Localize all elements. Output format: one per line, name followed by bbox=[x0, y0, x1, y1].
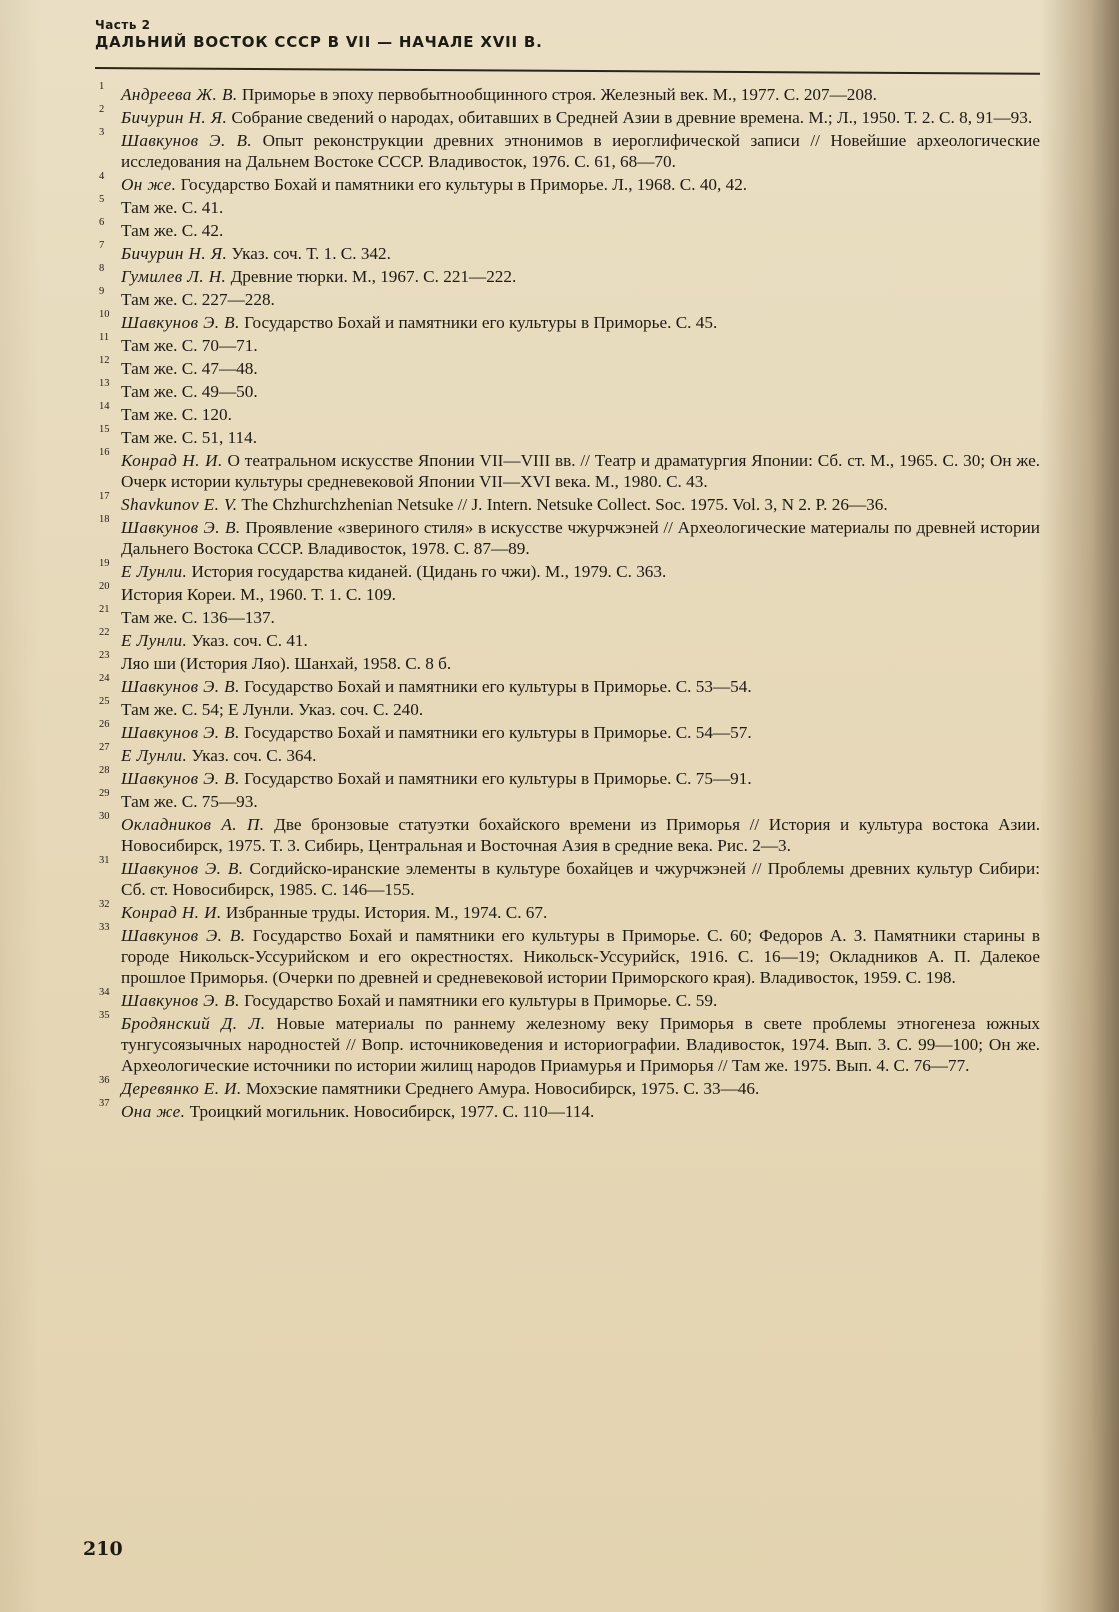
footnote-author: Е Лунли. bbox=[121, 746, 188, 765]
footnote-number: 31 bbox=[99, 855, 110, 866]
footnote-author: Конрад Н. И. bbox=[121, 903, 222, 922]
footnote-number: 5 bbox=[99, 194, 105, 205]
footnote-text: История государства киданей. (Цидань го чжи). М., 1979. С. 363. bbox=[191, 562, 667, 581]
footnote-text: Проявление «звериного стиля» в искусстве чжурчжэней // Археологические материалы по древней истории Дальнего Востока СССР. Владивосток, 1978. С. 87—89. bbox=[121, 518, 1040, 558]
footnote-28 bbox=[95, 765, 1040, 789]
footnote-25 bbox=[95, 696, 1040, 720]
footnote-text: Новые материалы по раннему железному веку Приморья в свете проблемы этногенеза южных тунгусоязычных народностей // Вопр. источниковедения и историографии. Владивосток, 1974. Вып. 3. С. 99—100; Он же. Археологические источники по истории жилищ народов Приамурья и Приморья // Там же. 1975. Вып. 4. С. 76—77. bbox=[121, 1014, 1041, 1075]
footnote-author: Е Лунли. bbox=[121, 562, 188, 581]
footnote-author: Бродянский Д. Л. bbox=[121, 1014, 266, 1033]
footnote-number: 14 bbox=[99, 401, 110, 412]
footnote-35 bbox=[95, 1010, 1041, 1076]
footnote-5 bbox=[95, 194, 1040, 218]
footnote-37 bbox=[95, 1098, 1040, 1122]
footnote-27 bbox=[95, 742, 1040, 766]
footnote-number: 20 bbox=[99, 581, 110, 592]
footnote-text: О театральном искусстве Японии VII—VIII вв. // Театр и драматургия Японии: Сб. ст. М., 1965. С. 30; Он же. Очерк истории культуры средневековой Японии VII—XVI века. М., 1980. С. 43. bbox=[121, 451, 1041, 491]
footnote-text: Древние тюрки. М., 1967. С. 221—222. bbox=[230, 267, 517, 286]
footnote-number: 34 bbox=[99, 987, 110, 998]
footnote-number: 26 bbox=[99, 719, 110, 730]
footnote-text: Троицкий могильник. Новосибирск, 1977. С. 110—114. bbox=[189, 1102, 595, 1121]
footnote-number: 12 bbox=[99, 355, 110, 366]
footnote-text: Согдийско-иранские элементы в культуре бохайцев и чжурчжэней // Проблемы древних культур Сибири: Сб. ст. Новосибирск, 1985. С. 146—155. bbox=[121, 859, 1041, 899]
footnote-text: История Кореи. М., 1960. Т. 1. С. 109. bbox=[121, 585, 396, 604]
footnote-number: 36 bbox=[99, 1075, 110, 1086]
footnote-text: Указ. соч. Т. 1. С. 342. bbox=[231, 244, 391, 263]
footnote-text: Государство Бохай и памятники его культуры в Приморье. С. 45. bbox=[244, 313, 718, 332]
footnote-number: 21 bbox=[99, 604, 110, 615]
footnote-number: 11 bbox=[99, 332, 110, 343]
footnote-15 bbox=[95, 424, 1040, 448]
footnote-author: Shavkunov E. V. bbox=[121, 495, 238, 514]
footnote-author: Шавкунов Э. В. bbox=[121, 859, 244, 878]
footnote-number: 27 bbox=[99, 742, 110, 753]
footnote-text: Там же. С. 42. bbox=[121, 221, 224, 240]
footnote-number: 7 bbox=[99, 240, 105, 251]
footnote-number: 2 bbox=[99, 104, 105, 115]
footnote-author: Шавкунов Э. В. bbox=[121, 991, 240, 1010]
footnote-20 bbox=[95, 581, 1040, 605]
footnote-text: Там же. С. 41. bbox=[121, 198, 224, 217]
footnote-number: 9 bbox=[99, 286, 105, 297]
footnote-6 bbox=[95, 217, 1040, 241]
footnote-text: Там же. С. 70—71. bbox=[121, 336, 258, 355]
footnote-9 bbox=[95, 286, 1040, 310]
footnote-number: 32 bbox=[99, 899, 110, 910]
footnote-2 bbox=[95, 104, 1040, 128]
footnote-author: Она же. bbox=[121, 1102, 186, 1121]
footnote-29 bbox=[95, 788, 1040, 812]
footnote-number: 24 bbox=[99, 673, 110, 684]
footnote-32 bbox=[95, 899, 1040, 923]
footnote-number: 30 bbox=[99, 811, 110, 822]
footnote-number: 4 bbox=[99, 171, 105, 182]
footnote-author: Окладников А. П. bbox=[121, 815, 265, 834]
footnote-number: 17 bbox=[99, 491, 110, 502]
footnote-text: Мохэские памятники Среднего Амура. Новосибирск, 1975. С. 33—46. bbox=[245, 1079, 760, 1098]
footnote-author: Шавкунов Э. В. bbox=[121, 313, 240, 332]
footnote-text: Там же. С. 120. bbox=[121, 405, 232, 424]
footnote-8 bbox=[95, 263, 1040, 287]
footnote-4 bbox=[95, 171, 1040, 195]
footnote-36 bbox=[95, 1075, 1040, 1099]
footnote-author: Шавкунов Э. В. bbox=[121, 926, 246, 945]
footnote-text: Собрание сведений о народах, обитавших в Средней Азии в древние времена. М.; Л., 1950. Т. 2. С. 8, 91—93. bbox=[231, 108, 1033, 127]
footnote-1 bbox=[95, 81, 1040, 105]
footnote-text: Там же. С. 51, 114. bbox=[121, 428, 258, 447]
footnote-text: Избранные труды. История. М., 1974. С. 67. bbox=[225, 903, 548, 922]
page-number: 210 bbox=[83, 1538, 123, 1560]
footnote-17 bbox=[95, 491, 1040, 515]
footnote-text: Указ. соч. С. 41. bbox=[191, 631, 308, 650]
footnote-18 bbox=[95, 514, 1040, 559]
footnote-text: Государство Бохай и памятники его культуры в Приморье. С. 54—57. bbox=[244, 723, 752, 742]
footnote-text: Государство Бохай и памятники его культуры в Приморье. С. 60; Федоров А. З. Памятники старины в городе Никольск-Уссурийском и его окрестностях. Никольск-Уссурийск, 1916. С. 16—19; Окладников А. П. Далекое прошлое Приморья. (Очерки по древней и средневековой истории Приморского края). Владивосток, 1959. С. 198. bbox=[121, 926, 1041, 987]
header-rule bbox=[95, 67, 1040, 75]
footnote-author: Е Лунли. bbox=[121, 631, 188, 650]
footnote-21 bbox=[95, 604, 1040, 628]
footnote-text: Приморье в эпоху первобытнообщинного строя. Железный век. М., 1977. С. 207—208. bbox=[241, 85, 877, 104]
footnote-text: Там же. С. 47—48. bbox=[121, 359, 258, 378]
part-label: Часть 2 bbox=[95, 18, 151, 32]
footnote-13 bbox=[95, 378, 1040, 402]
footnote-number: 18 bbox=[99, 514, 110, 525]
footnotes-list bbox=[95, 81, 1041, 1124]
footnote-12 bbox=[95, 355, 1040, 379]
footnote-text: Государство Бохай и памятники его культуры в Приморье. С. 75—91. bbox=[244, 769, 752, 788]
footnote-number: 28 bbox=[99, 765, 110, 776]
footnote-text: The Chzhurchzhenian Netsuke // J. Intern. Netsuke Collect. Soc. 1975. Vol. 3, N 2. P. 26—36. bbox=[241, 495, 888, 514]
footnote-author: Шавкунов Э. В. bbox=[121, 723, 240, 742]
footnote-number: 13 bbox=[99, 378, 110, 389]
footnote-author: Деревянко Е. И. bbox=[121, 1079, 242, 1098]
footnote-10 bbox=[95, 309, 1040, 333]
footnote-text: Там же. С. 75—93. bbox=[121, 792, 258, 811]
footnote-22 bbox=[95, 627, 1040, 651]
footnote-number: 35 bbox=[99, 1010, 110, 1021]
footnote-author: Гумилев Л. Н. bbox=[121, 267, 227, 286]
footnote-number: 19 bbox=[99, 558, 110, 569]
footnote-number: 8 bbox=[99, 263, 105, 274]
footnote-33 bbox=[95, 922, 1041, 988]
section-title: ДАЛЬНИЙ ВОСТОК СССР В VII — НАЧАЛЕ XVII В. bbox=[95, 33, 543, 51]
footnote-number: 16 bbox=[99, 447, 110, 458]
footnote-14 bbox=[95, 401, 1040, 425]
footnote-number: 3 bbox=[99, 127, 105, 138]
footnote-number: 23 bbox=[99, 650, 110, 661]
footnote-text: Государство Бохай и памятники его культуры в Приморье. С. 59. bbox=[244, 991, 718, 1010]
footnote-author: Бичурин Н. Я. bbox=[121, 244, 228, 263]
footnote-number: 1 bbox=[99, 81, 105, 92]
footnote-19 bbox=[95, 558, 1040, 582]
footnote-16 bbox=[95, 447, 1041, 492]
footnote-author: Бичурин Н. Я. bbox=[121, 108, 228, 127]
footnote-author: Андреева Ж. В. bbox=[121, 85, 238, 104]
footnote-number: 6 bbox=[99, 217, 105, 228]
footnote-author: Он же. bbox=[121, 175, 177, 194]
footnote-11 bbox=[95, 332, 1040, 356]
footnote-text: Ляо ши (История Ляо). Шанхай, 1958. С. 8 б. bbox=[121, 654, 452, 673]
footnote-7 bbox=[95, 240, 1040, 264]
footnote-text: Указ. соч. С. 364. bbox=[191, 746, 317, 765]
footnote-text: Там же. С. 136—137. bbox=[121, 608, 275, 627]
footnote-text: Две бронзовые статуэтки бохайского времени из Приморья // История и культура востока Азии. Новосибирск, 1975. Т. 3. Сибирь, Центральная и Восточная Азия в средние века. Рис. 2—3. bbox=[121, 815, 1040, 855]
footnote-number: 37 bbox=[99, 1098, 110, 1109]
footnote-34 bbox=[95, 987, 1040, 1011]
footnote-26 bbox=[95, 719, 1040, 743]
footnote-number: 22 bbox=[99, 627, 110, 638]
footnote-author: Шавкунов Э. В. bbox=[121, 518, 241, 537]
footnote-number: 25 bbox=[99, 696, 110, 707]
footnote-number: 29 bbox=[99, 788, 110, 799]
running-head bbox=[95, 18, 1045, 52]
footnote-3 bbox=[95, 127, 1041, 172]
footnote-text: Государство Бохай и памятники его культуры в Приморье. С. 53—54. bbox=[244, 677, 752, 696]
footnote-text: Там же. С. 227—228. bbox=[121, 290, 275, 309]
footnote-author: Шавкунов Э. В. bbox=[121, 131, 253, 150]
footnote-number: 33 bbox=[99, 922, 110, 933]
footnote-23 bbox=[95, 650, 1040, 674]
footnote-number: 10 bbox=[99, 309, 110, 320]
footnote-text: Там же. С. 54; Е Лунли. Указ. соч. С. 240. bbox=[121, 700, 424, 719]
footnote-number: 15 bbox=[99, 424, 110, 435]
footnote-text: Государство Бохай и памятники его культуры в Приморье. Л., 1968. С. 40, 42. bbox=[180, 175, 748, 194]
footnote-text: Опыт реконструкции древних этнонимов в иероглифической записи // Новейшие археологические исследования на Дальнем Востоке СССР. Владивосток, 1976. С. 61, 68—70. bbox=[121, 131, 1041, 171]
footnote-31 bbox=[95, 855, 1041, 900]
footnote-24 bbox=[95, 673, 1040, 697]
footnote-author: Конрад Н. И. bbox=[121, 451, 223, 470]
footnote-30 bbox=[95, 811, 1040, 856]
footnote-author: Шавкунов Э. В. bbox=[121, 769, 240, 788]
footnote-text: Там же. С. 49—50. bbox=[121, 382, 258, 401]
footnote-author: Шавкунов Э. В. bbox=[121, 677, 240, 696]
